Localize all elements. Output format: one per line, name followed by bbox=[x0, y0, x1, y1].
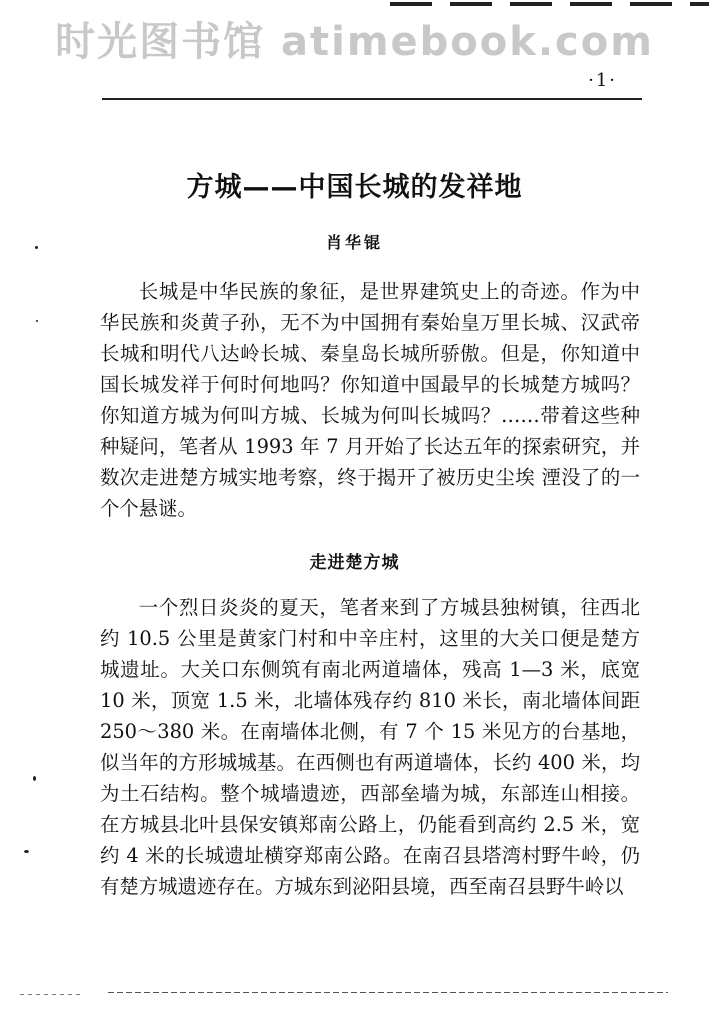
author-name: 肖华锟 bbox=[325, 233, 383, 252]
scan-speck bbox=[24, 850, 29, 853]
header-rule bbox=[102, 98, 642, 100]
watermark: 时光图书馆 atimebook.com bbox=[55, 19, 654, 60]
page-number: ·1· bbox=[588, 70, 617, 91]
intro-paragraph: 长城是中华民族的象征，是世界建筑史上的奇迹。作为中华民族和炎黄子孙，无不为中国拥有秦始皇万里长城、汉武帝长城和明代八达岭长城、秦皇岛长城所骄傲。但是，你知道中国长城发祥于何时何地吗？你知道中国最早的长城楚方城吗？你知道方城为何叫方城、长城为何叫长城吗？……带着这些种种疑问，笔者从 1993 年 7 月开始了长达五年的探索研究，并数次走进楚方城实地考察，终于揭开了被历史尘埃 湮没了的一个个悬谜。 bbox=[100, 280, 640, 520]
scan-speck bbox=[36, 320, 38, 322]
section-heading: 走进楚方城 bbox=[309, 553, 400, 573]
article-title: 方城——中国长城的发祥地 bbox=[186, 172, 523, 203]
scan-edge-marks bbox=[390, 2, 709, 6]
scan-speck bbox=[35, 246, 38, 249]
footer-rule bbox=[108, 992, 668, 993]
section-paragraph: 一个烈日炎炎的夏天，笔者来到了方城县独树镇，往西北约 10.5 公里是黄家门村和中辛庄村，这里的大关口便是楚方城遗址。大关口东侧筑有南北两道墙体，残高 1—3 米，底宽 10 米，顶宽 1.5 米，北墙体残存约 810 米长，南北墙体间距 250～380 米。在南墙体北侧，有 7 个 15 米见方的台基地，似当年的方形城城基。在西侧也有两道墙体，长约 400 米，均为土石结构。整个城墙遗迹，西部垒墙为城，东部连山相接。在方城县北叶县保安镇郑南公路上，仍能看到高约 2.5 米，宽约 4 米的长城遗址横穿郑南公路。在南召县塔湾村野牛岭，仍有楚方城遗迹存在。方城东到泌阳县境，西至南召县野牛岭以 bbox=[100, 596, 640, 898]
scan-speck bbox=[33, 776, 36, 781]
footer-rule-left bbox=[20, 994, 80, 995]
